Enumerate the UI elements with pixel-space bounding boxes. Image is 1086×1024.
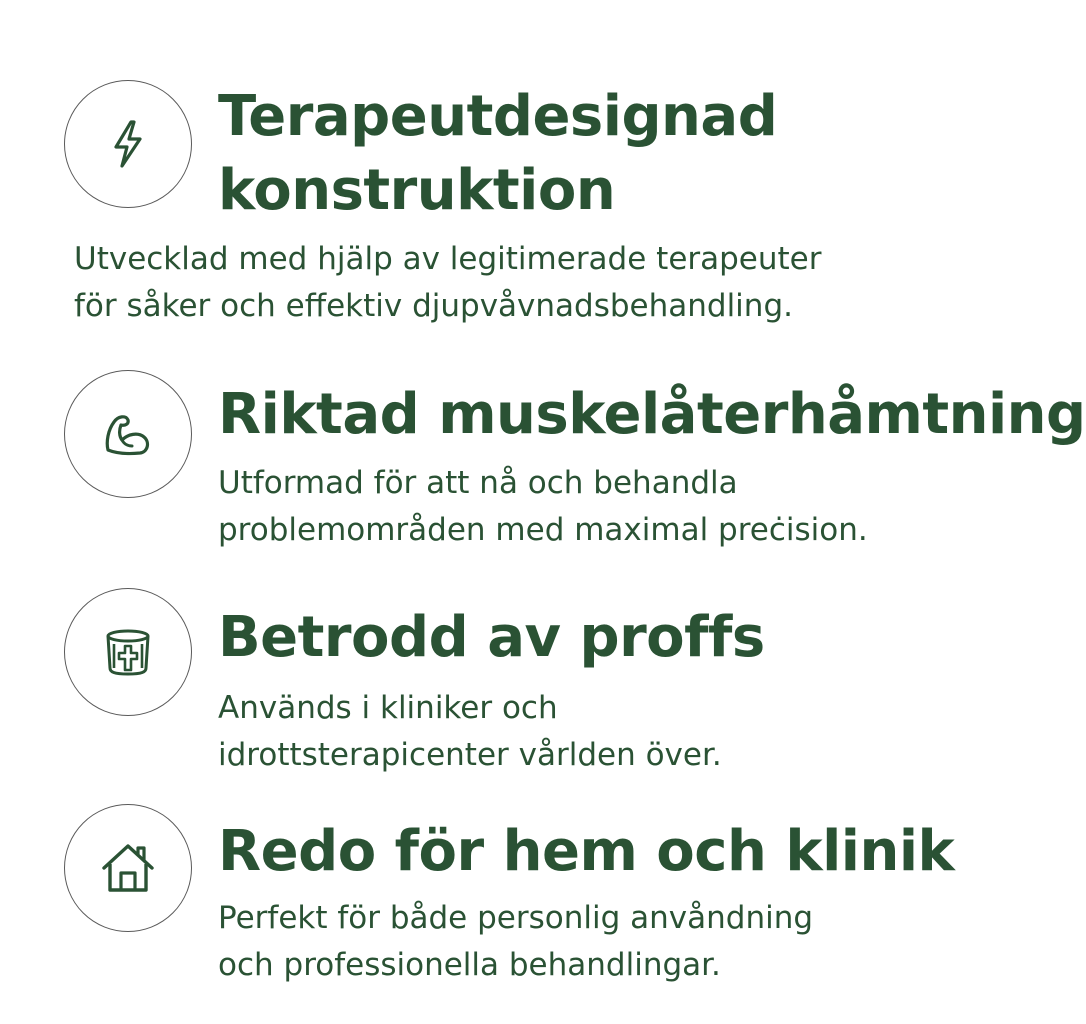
description-line: idrottsterapicenter vårlden över. [218,737,722,773]
title-line: Terapeutdesignad [218,84,778,149]
feature-description [218,685,722,779]
feature-description [74,236,822,330]
feature-icon-circle [64,80,192,208]
feature-icon-circle [64,370,192,498]
feature-title: Redo för hem och klinik [218,819,955,884]
clinic-bag-icon [100,624,156,680]
description-line: Används i kliniker och [218,690,558,726]
description-line: Utvecklad med hjälp av legitimerade terapeuter [74,241,822,277]
description-line: för såker och effektiv djupvåvnadsbehandling. [74,288,793,324]
description-line: problemområden med maximal preċision. [218,512,868,548]
feature-title: Riktad muskelåterhåmtning [218,382,1086,447]
description-line: Utformad för att nå och behandla [218,465,738,501]
feature-description [218,895,813,989]
title-line: konstruktion [218,158,616,223]
flexed-arm-icon [100,406,156,462]
feature-icon-circle [64,588,192,716]
feature-description [218,460,868,554]
description-line: och professionella behandlingar. [218,947,721,983]
feature-icon-circle [64,804,192,932]
house-icon [100,840,156,896]
feature-title: Betrodd av proffs [218,605,765,670]
description-line: Perfekt för både personlig anvåndning [218,900,814,936]
lightning-bolt-icon [100,116,156,172]
feature-title [218,80,978,228]
